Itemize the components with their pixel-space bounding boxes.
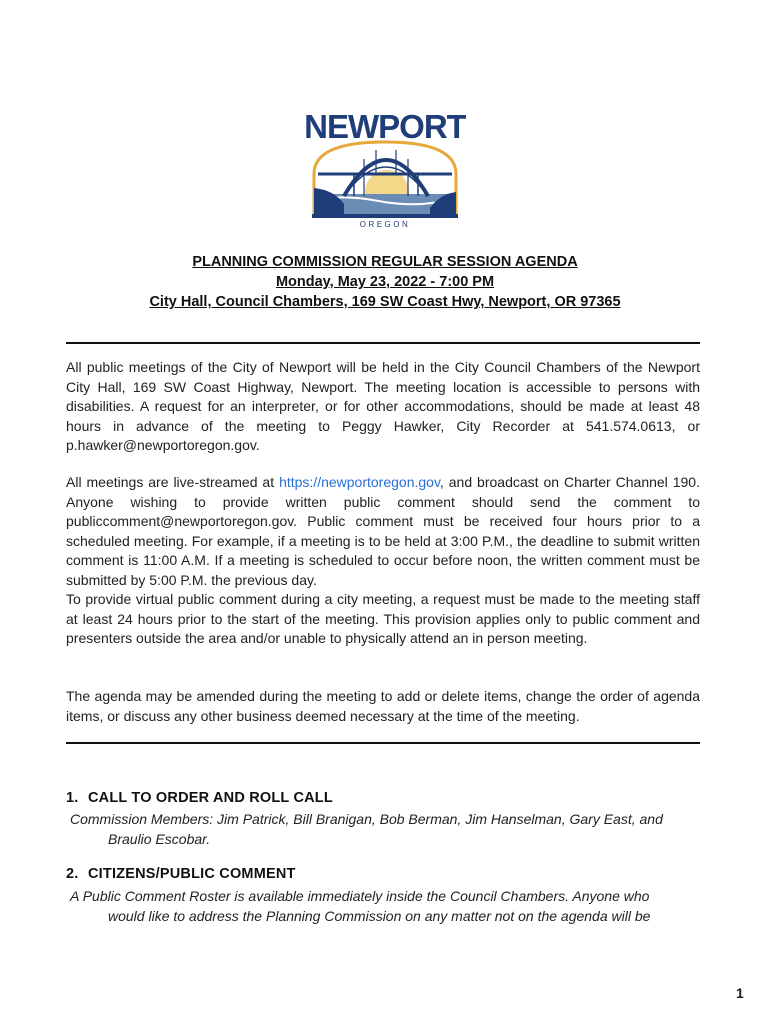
section-1-heading — [66, 790, 333, 806]
section-2-line2: would like to address the Planning Commission on any matter not on the agenda will be — [108, 908, 651, 924]
meeting-date: Monday, May 23, 2022 - 7:00 PM — [275, 274, 495, 290]
section-1-body — [70, 809, 702, 849]
virtual-comment-paragraph: To provide virtual public comment during a city meeting, a request must be made to the meeting staff at least 24 hours prior to the start of the meeting. This provision applies only to public comment and presenters outside the area and/or unable to physically attend an in person meeting. — [66, 591, 700, 646]
section-1-line2: Braulio Escobar. — [108, 831, 211, 847]
meeting-location: City Hall, Council Chambers, 169 SW Coast Hwy, Newport, OR 97365 — [149, 294, 621, 310]
divider-top — [66, 342, 700, 344]
section-2-heading — [66, 866, 296, 882]
section-2-number: 2. — [66, 866, 79, 882]
livestream-text-post: , and broadcast on Charter Channel 190. Anyone wishing to provide written public comment should send the comment to publiccomment@newportoregon.gov. Public comment must be received four hours prior to a scheduled meeting. For example, if a meeting is to be held at 3:00 P.M., the deadline to submit written comment is 11:00 A.M. If a meeting is scheduled to occur before noon, the written comment must be submitted by 5:00 P.M. the previous day. — [66, 474, 700, 588]
logo-title: NEWPORT — [304, 108, 466, 145]
page-number: 1 — [736, 985, 744, 1001]
city-website-link[interactable]: https://newportoregon.gov — [279, 474, 440, 490]
logo-subtitle: OREGON — [359, 220, 411, 229]
amendment-paragraph: The agenda may be amended during the meeting to add or delete items, change the order of agenda items, or discuss any other business deemed necessary at the time of the meeting. — [66, 688, 700, 724]
livestream-paragraph — [66, 473, 700, 590]
section-2-line1: A Public Comment Roster is available immediately inside the Council Chambers. Anyone who — [70, 888, 650, 904]
section-1-line1: Commission Members: Jim Patrick, Bill Branigan, Bob Berman, Jim Hanselman, Gary East, and — [70, 811, 663, 827]
section-1-number: 1. — [66, 790, 79, 806]
livestream-text-pre: All meetings are live-streamed at — [66, 474, 280, 490]
agenda-title: PLANNING COMMISSION REGULAR SESSION AGENDA — [192, 254, 578, 270]
divider-bottom — [66, 742, 700, 744]
section-1-title: CALL TO ORDER AND ROLL CALL — [88, 790, 333, 806]
section-2-title: CITIZENS/PUBLIC COMMENT — [88, 866, 296, 882]
newport-oregon-logo — [304, 104, 466, 230]
accessibility-paragraph: All public meetings of the City of Newport will be held in the City Council Chambers of the Newport City Hall, 169 SW Coast Highway, Newport. The meeting location is accessible to persons with disabilities. A request for an interpreter, or for other accommodations, should be made at least 48 hours in advance of the meeting to Peggy Hawker, City Recorder at 541.574.0613, or p.hawker@newportoregon.gov. — [66, 359, 700, 453]
section-2-body — [70, 886, 702, 926]
